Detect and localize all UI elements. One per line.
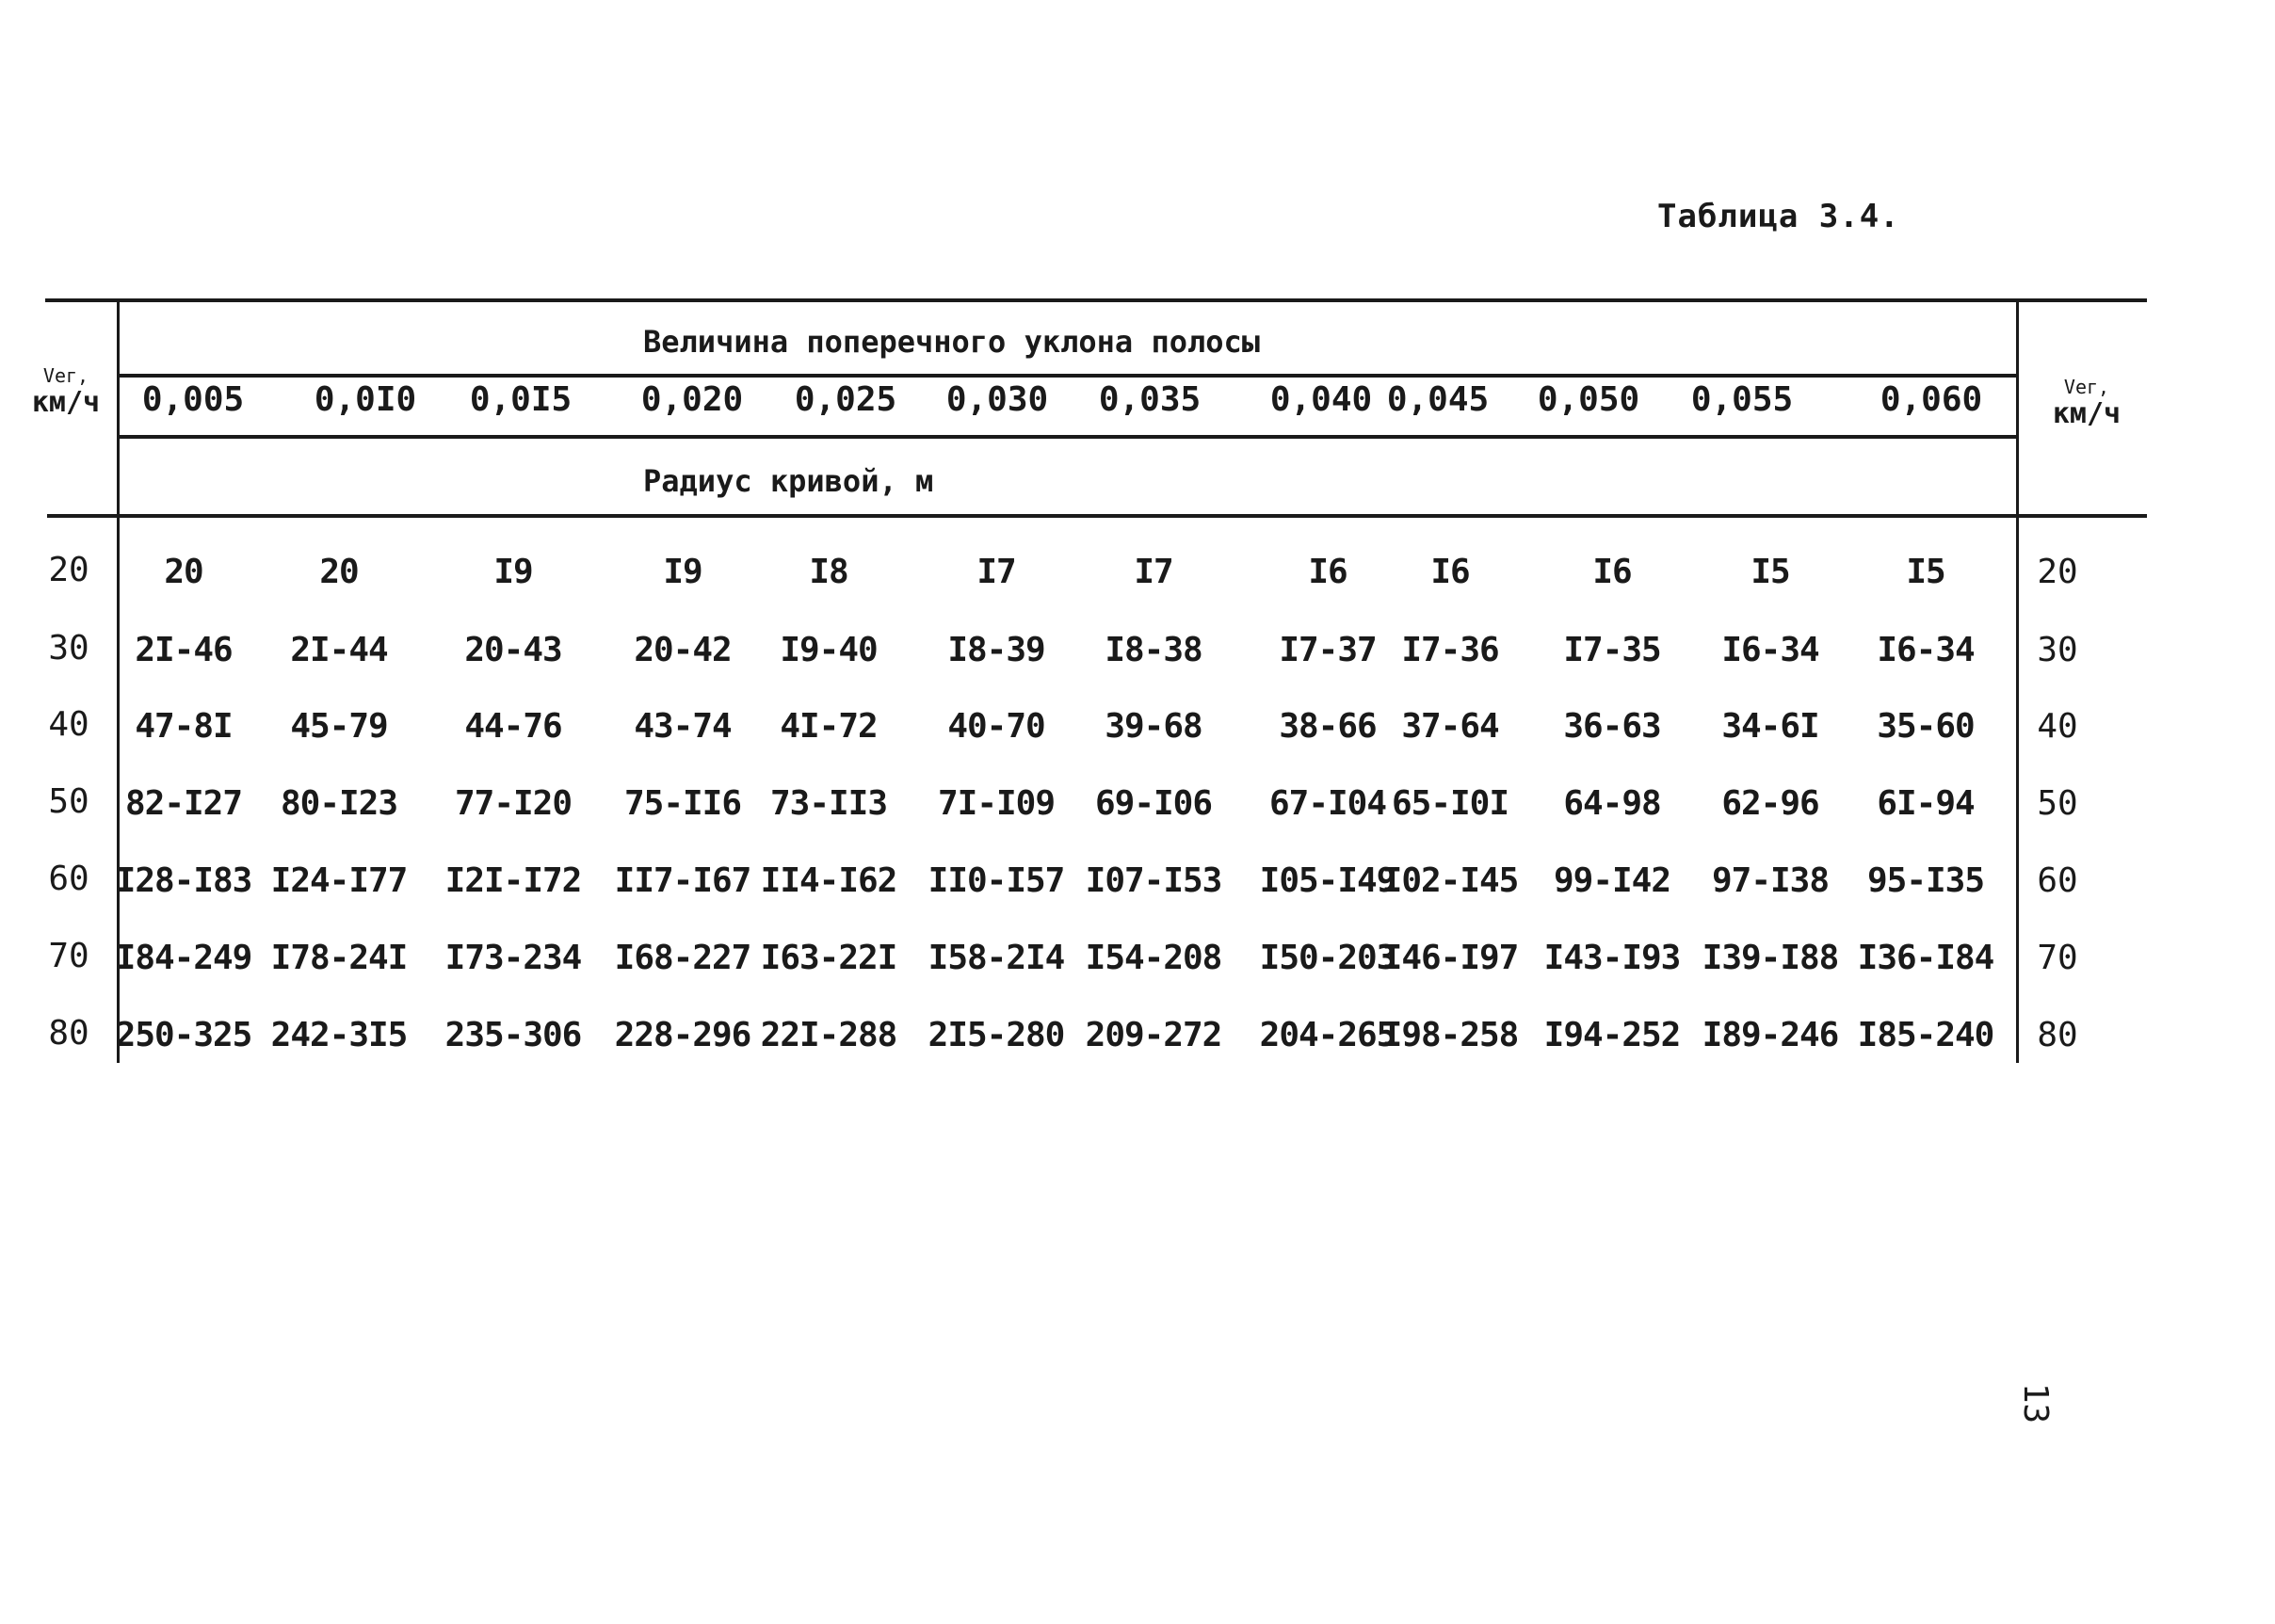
radius-cell: I7-35 bbox=[1563, 631, 1661, 669]
radius-cell: 20-43 bbox=[464, 631, 562, 669]
slope-value: 0,030 bbox=[945, 380, 1049, 419]
slope-value: 0,040 bbox=[1269, 380, 1373, 419]
radius-cell: 20 bbox=[164, 553, 203, 591]
slope-value: 0,055 bbox=[1690, 380, 1794, 419]
row-speed-right: 50 bbox=[2037, 784, 2078, 823]
radius-cell: I73-234 bbox=[444, 939, 582, 977]
radius-cell: I8 bbox=[809, 553, 848, 591]
radius-cell: I5 bbox=[1751, 553, 1790, 591]
slope-value: 0,050 bbox=[1537, 380, 1640, 419]
radius-cell: I84-249 bbox=[115, 939, 252, 977]
radius-cell: 39-68 bbox=[1105, 707, 1202, 746]
row-speed-right: 40 bbox=[2037, 707, 2078, 746]
slope-value: 0,0I5 bbox=[469, 380, 573, 419]
radius-cell: I85-240 bbox=[1857, 1016, 1994, 1054]
radius-cell: I68-227 bbox=[614, 939, 751, 977]
radius-cell: 20 bbox=[319, 553, 359, 591]
radius-cell: 38-66 bbox=[1279, 707, 1377, 746]
radius-cell: II7-I67 bbox=[614, 861, 751, 900]
radius-cell: 67-I04 bbox=[1268, 784, 1387, 823]
radius-cell: 95-I35 bbox=[1866, 861, 1985, 900]
slope-value: 0,045 bbox=[1386, 380, 1490, 419]
radius-cell: I6-34 bbox=[1877, 631, 1975, 669]
radius-cell: 97-I38 bbox=[1711, 861, 1830, 900]
radius-cell: I6 bbox=[1308, 553, 1347, 591]
radius-cell: I58-2I4 bbox=[928, 939, 1065, 977]
radius-cell: I7 bbox=[976, 553, 1016, 591]
radius-cell: I6 bbox=[1592, 553, 1632, 591]
radius-cell: 2I-46 bbox=[135, 631, 233, 669]
speed-header-right bbox=[2040, 377, 2134, 431]
radius-cell: 40-70 bbox=[947, 707, 1045, 746]
radius-cell: 22I-288 bbox=[760, 1016, 897, 1054]
radius-cell: I98-258 bbox=[1381, 1016, 1519, 1054]
radius-header-rule bbox=[119, 435, 2017, 439]
radius-cell: 75-II6 bbox=[623, 784, 742, 823]
row-speed-left: 60 bbox=[48, 860, 89, 898]
row-speed-left: 30 bbox=[48, 629, 89, 667]
radius-cell: I43-I93 bbox=[1543, 939, 1681, 977]
radius-cell: I7-37 bbox=[1279, 631, 1377, 669]
radius-cell: 242-3I5 bbox=[270, 1016, 408, 1054]
radius-cell: I5 bbox=[1906, 553, 1945, 591]
radius-cell: 250-325 bbox=[115, 1016, 252, 1054]
radius-title: Радиус кривой, м bbox=[643, 463, 934, 499]
radius-cell: II4-I62 bbox=[760, 861, 897, 900]
radius-cell: I8-38 bbox=[1105, 631, 1202, 669]
speed-unit: км/ч bbox=[2052, 397, 2122, 430]
page-number: 13 bbox=[2016, 1382, 2056, 1424]
radius-cell: 4I-72 bbox=[780, 707, 878, 746]
row-speed-right: 30 bbox=[2037, 631, 2078, 669]
radius-cell: 64-98 bbox=[1563, 784, 1661, 823]
radius-cell: I78-24I bbox=[270, 939, 408, 977]
slope-title: Величина поперечного уклона полосы bbox=[643, 324, 1261, 360]
speed-unit: км/ч bbox=[31, 386, 101, 419]
radius-cell: 36-63 bbox=[1563, 707, 1661, 746]
radius-cell: 62-96 bbox=[1721, 784, 1819, 823]
radius-cell: I89-246 bbox=[1702, 1016, 1839, 1054]
radius-cell: 65-I0I bbox=[1391, 784, 1509, 823]
radius-cell: 69-I06 bbox=[1094, 784, 1213, 823]
row-speed-left: 70 bbox=[48, 937, 89, 975]
radius-cell: 77-I20 bbox=[454, 784, 573, 823]
radius-cell: I7 bbox=[1134, 553, 1173, 591]
radius-cell: I6 bbox=[1430, 553, 1470, 591]
radius-cell: I9-40 bbox=[780, 631, 878, 669]
radius-cell: 44-76 bbox=[464, 707, 562, 746]
radius-cell: I94-252 bbox=[1543, 1016, 1681, 1054]
radius-cell: 34-6I bbox=[1721, 707, 1819, 746]
slope-value: 0,020 bbox=[640, 380, 744, 419]
slope-value: 0,025 bbox=[794, 380, 897, 419]
row-speed-left: 50 bbox=[48, 782, 89, 821]
radius-cell: I07-I53 bbox=[1085, 861, 1222, 900]
radius-cell: I9 bbox=[663, 553, 702, 591]
row-speed-right: 60 bbox=[2037, 861, 2078, 900]
row-speed-right: 20 bbox=[2037, 553, 2078, 591]
header-bottom-rule bbox=[47, 514, 2147, 518]
row-speed-left: 40 bbox=[48, 705, 89, 744]
radius-cell: 7I-I09 bbox=[937, 784, 1056, 823]
radius-cell: 35-60 bbox=[1877, 707, 1975, 746]
slope-value: 0,0I0 bbox=[314, 380, 417, 419]
radius-cell: 47-8I bbox=[135, 707, 233, 746]
slope-value: 0,035 bbox=[1098, 380, 1202, 419]
radius-cell: 37-64 bbox=[1401, 707, 1499, 746]
speed-symbol: Vег, bbox=[42, 364, 89, 387]
table-top-rule bbox=[45, 298, 2147, 302]
radius-cell: I36-I84 bbox=[1857, 939, 1994, 977]
radius-cell: I8-39 bbox=[947, 631, 1045, 669]
radius-cell: 73-II3 bbox=[769, 784, 888, 823]
radius-cell: I63-22I bbox=[760, 939, 897, 977]
radius-cell: 45-79 bbox=[290, 707, 388, 746]
radius-cell: 82-I27 bbox=[124, 784, 243, 823]
radius-cell: I28-I83 bbox=[115, 861, 252, 900]
radius-cell: I6-34 bbox=[1721, 631, 1819, 669]
radius-cell: 228-296 bbox=[614, 1016, 751, 1054]
radius-cell: 80-I23 bbox=[280, 784, 398, 823]
row-speed-left: 80 bbox=[48, 1014, 89, 1053]
radius-cell: I46-I97 bbox=[1381, 939, 1519, 977]
radius-cell: 209-272 bbox=[1085, 1016, 1222, 1054]
radius-cell: 235-306 bbox=[444, 1016, 582, 1054]
radius-cell: I7-36 bbox=[1401, 631, 1499, 669]
row-speed-right: 80 bbox=[2037, 1016, 2078, 1054]
radius-cell: 43-74 bbox=[634, 707, 732, 746]
radius-cell: 2I5-280 bbox=[928, 1016, 1065, 1054]
radius-cell: 99-I42 bbox=[1553, 861, 1671, 900]
radius-cell: I50-203 bbox=[1259, 939, 1396, 977]
slope-value: 0,060 bbox=[1880, 380, 1983, 419]
radius-cell: I9 bbox=[493, 553, 533, 591]
slope-header-rule bbox=[119, 374, 2017, 378]
radius-cell: II0-I57 bbox=[928, 861, 1065, 900]
radius-cell: I2I-I72 bbox=[444, 861, 582, 900]
radius-cell: I02-I45 bbox=[1381, 861, 1519, 900]
radius-cell: I05-I49 bbox=[1259, 861, 1396, 900]
speed-header-left bbox=[19, 365, 113, 420]
table-caption: Таблица 3.4. bbox=[1657, 198, 1900, 235]
radius-cell: I24-I77 bbox=[270, 861, 408, 900]
row-speed-left: 20 bbox=[48, 551, 89, 589]
radius-cell: I39-I88 bbox=[1702, 939, 1839, 977]
radius-cell: 6I-94 bbox=[1877, 784, 1975, 823]
row-speed-right: 70 bbox=[2037, 939, 2078, 977]
radius-cell: 2I-44 bbox=[290, 631, 388, 669]
radius-cell: 20-42 bbox=[634, 631, 732, 669]
radius-cell: 204-265 bbox=[1259, 1016, 1396, 1054]
radius-cell: I54-208 bbox=[1085, 939, 1222, 977]
slope-value: 0,005 bbox=[141, 380, 245, 419]
speed-symbol: Vег, bbox=[2063, 376, 2110, 398]
